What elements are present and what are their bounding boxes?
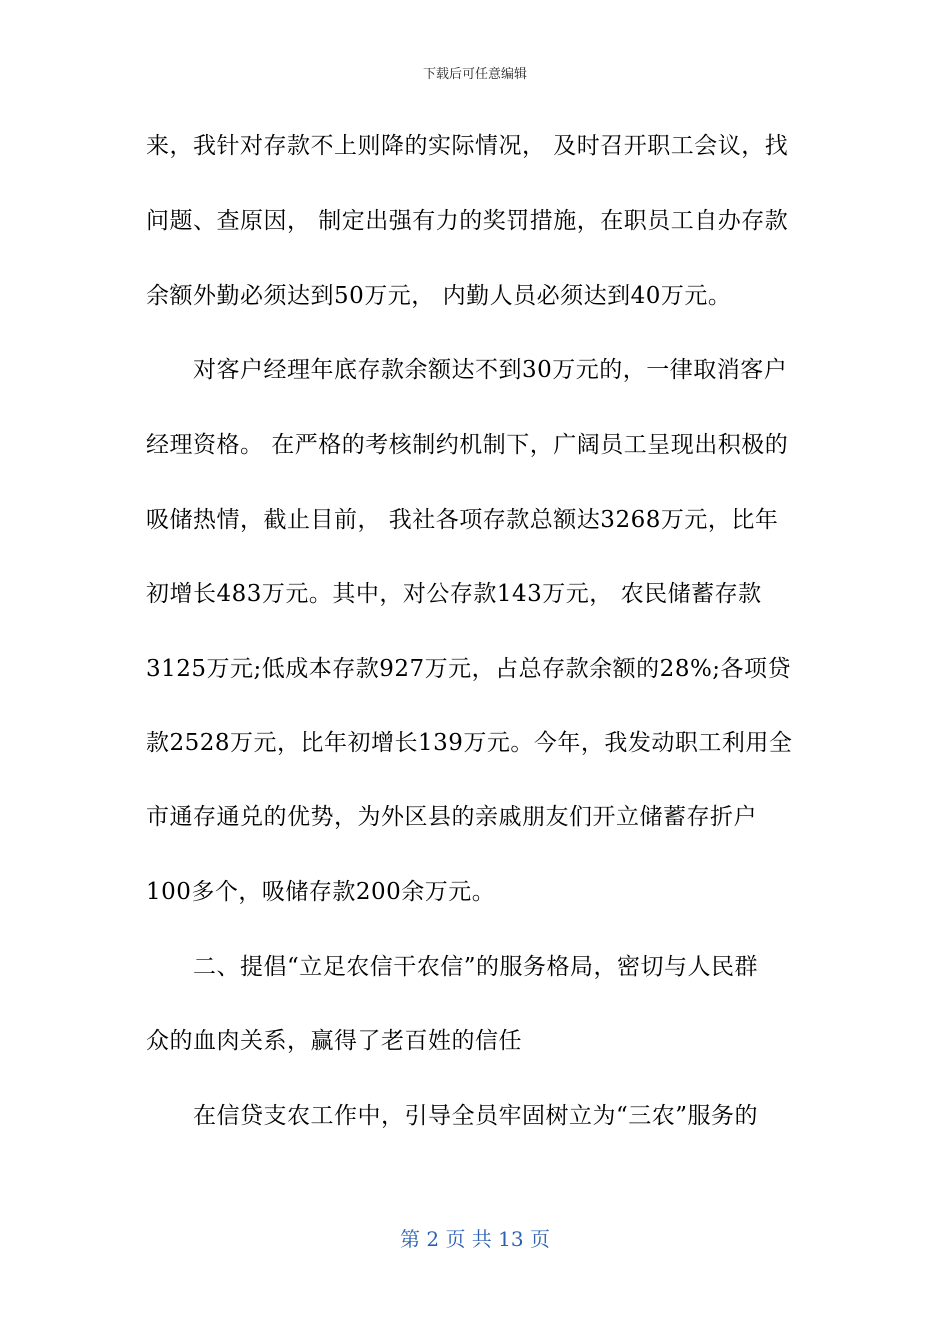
heading-line: 众的血肉关系，赢得了老百姓的信任 xyxy=(146,1028,522,1054)
text-line: 对客户经理年底存款余额达不到30万元的，一律取消客户 xyxy=(193,357,788,383)
text-line: 来，我针对存款不上则降的实际情况， 及时召开职工会议，找 xyxy=(146,133,789,159)
text-line: 问题、查原因， 制定出强有力的奖罚措施，在职员工自办存款 xyxy=(146,208,789,234)
heading-line: 二、提倡“立足农信干农信”的服务格局，密切与人民群 xyxy=(193,954,759,980)
text-line: 吸储热情，截止目前， 我社各项存款总额达3268万元，比年 xyxy=(146,507,779,533)
text-line: 余额外勤必须达到50万元， 内勤人员必须达到40万元。 xyxy=(146,283,732,309)
text-line: 100多个，吸储存款200余万元。 xyxy=(146,879,496,905)
text-line: 初增长483万元。其中，对公存款143万元， 农民储蓄存款 xyxy=(146,581,762,607)
text-line: 市通存通兑的优势，为外区县的亲戚朋友们开立储蓄存折户 xyxy=(146,804,757,830)
text-line: 在信贷支农工作中，引导全员牢固树立为“三农”服务的 xyxy=(193,1103,759,1129)
text-line: 款2528万元，比年初增长139万元。今年，我发动职工利用全 xyxy=(146,730,793,756)
header-note: 下载后可任意编辑 xyxy=(422,67,527,82)
text-line: 3125万元;低成本存款927万元，占总存款余额的28%;各项贷 xyxy=(146,656,792,682)
page-number-footer: 第 2 页 共 13 页 xyxy=(400,1227,550,1251)
text-line: 经理资格。 在严格的考核制约机制下，广阔员工呈现出积极的 xyxy=(146,432,789,458)
